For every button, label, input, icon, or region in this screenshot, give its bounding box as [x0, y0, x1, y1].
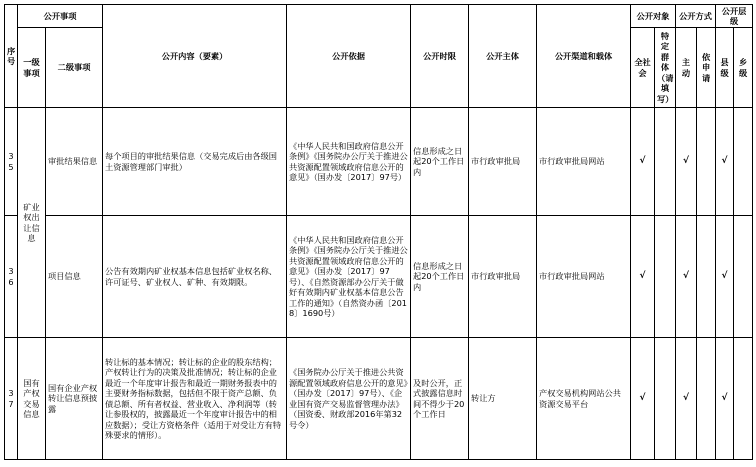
row-check-specific — [655, 216, 676, 338]
row-check-county: √ — [716, 338, 734, 460]
row-check-apply — [697, 108, 716, 216]
header-target-specific: 特定群体（请填写） — [655, 28, 676, 108]
header-target: 公开对象 — [631, 5, 676, 28]
disclosure-table — [4, 4, 753, 460]
row-basis: 《中华人民共和国政府信息公开条例》《国务院办公厅关于推进公共资源配置领域政府信息公开的意见》（国办发〔2017〕97号） — [287, 108, 411, 216]
header-public-matters: 公开事项 — [18, 5, 103, 28]
header-method: 公开方式 — [676, 5, 716, 28]
header-seq: 序号 — [5, 5, 18, 108]
row-check-apply — [697, 338, 716, 460]
header-subject: 公开主体 — [469, 5, 537, 108]
header-method-active: 主动 — [676, 28, 697, 108]
row-time-limit: 及时公开，正式披露信息时间不得少于20个工作日 — [411, 338, 469, 460]
row-content: 转让标的基本情况；转让标的企业的股东结构；产权转让行为的决策及批准情况；转让标的企业最近一个年度审计报告和最近一期财务报表中的主要财务指标数据，包括但不限于资产总额、负债总额、所有者权益、营业收入、净利润等（转让参股权的，披露最近一个年度审计报告中的相应数据）；受让方资格条件（适用于对受让方有特殊要求的情形）。 — [103, 338, 287, 460]
row-check-all: √ — [631, 108, 655, 216]
row-basis: 《中华人民共和国政府信息公开条例》《国务院办公厅关于推进公共资源配置领域政府信息公开的意见》（国办发〔2017〕97号）、《自然资源部办公厅关于做好有效期内矿业权基本信息公告工作的通知》（自然资办函〔2018〕1690号） — [287, 216, 411, 338]
header-level1: 一级事项 — [18, 28, 46, 108]
row-check-township — [734, 108, 753, 216]
table-row — [5, 108, 753, 216]
header-basis: 公开依据 — [287, 5, 411, 108]
row-check-specific — [655, 108, 676, 216]
row-seq: 35 — [5, 108, 18, 216]
row-item-level2: 国有企业产权转让信息预披露 — [46, 338, 103, 460]
row-check-active: √ — [676, 216, 697, 338]
row-check-all: √ — [631, 338, 655, 460]
header-level-county: 县级 — [716, 28, 734, 108]
row-content: 公告有效期内矿业权基本信息包括矿业权名称、许可证号、矿业权人、矿种、有效期限。 — [103, 216, 287, 338]
row-seq: 36 — [5, 216, 18, 338]
row-check-active: √ — [676, 108, 697, 216]
row-subject: 市行政审批局 — [469, 216, 537, 338]
row-item-level2: 审批结果信息 — [46, 108, 103, 216]
header-row-1 — [5, 5, 753, 28]
row-channel: 产权交易机构网站公共资源交易平台 — [537, 338, 631, 460]
row-channel: 市行政审批局网站 — [537, 108, 631, 216]
row-time-limit: 信息形成之日起20个工作日内 — [411, 216, 469, 338]
row-check-county: √ — [716, 216, 734, 338]
header-content: 公开内容（要素） — [103, 5, 287, 108]
header-level-group: 公开层级 — [716, 5, 753, 28]
row-seq: 37 — [5, 338, 18, 460]
row-check-township — [734, 338, 753, 460]
header-level-township: 乡级 — [734, 28, 753, 108]
header-level2: 二级事项 — [46, 28, 103, 108]
row-subject: 转让方 — [469, 338, 537, 460]
row-check-specific — [655, 338, 676, 460]
header-time-limit: 公开时限 — [411, 5, 469, 108]
row-check-all: √ — [631, 216, 655, 338]
row-check-active: √ — [676, 338, 697, 460]
row-time-limit: 信息形成之日起20个工作日内 — [411, 108, 469, 216]
header-channel: 公开渠道和载体 — [537, 5, 631, 108]
row-item-level1: 国有产权交易信息 — [18, 338, 46, 460]
row-check-county: √ — [716, 108, 734, 216]
row-item-level2: 项目信息 — [46, 216, 103, 338]
row-channel: 市行政审批局网站 — [537, 216, 631, 338]
row-item-level1: 矿业权出让信息 — [18, 108, 46, 338]
row-subject: 市行政审批局 — [469, 108, 537, 216]
row-check-township — [734, 216, 753, 338]
row-basis: 《国务院办公厅关于推进公共资源配置领域政府信息公开的意见》（国办发〔2017〕97号）、《企业国有资产交易监督管理办法》（国资委、财政部2016年第32号令） — [287, 338, 411, 460]
row-content: 每个项目的审批结果信息（交易完成后由各级国土资源管理部门审批） — [103, 108, 287, 216]
table-row — [5, 216, 753, 338]
row-check-apply — [697, 216, 716, 338]
table-row — [5, 338, 753, 460]
header-method-apply: 依申请 — [697, 28, 716, 108]
header-target-all: 全社会 — [631, 28, 655, 108]
